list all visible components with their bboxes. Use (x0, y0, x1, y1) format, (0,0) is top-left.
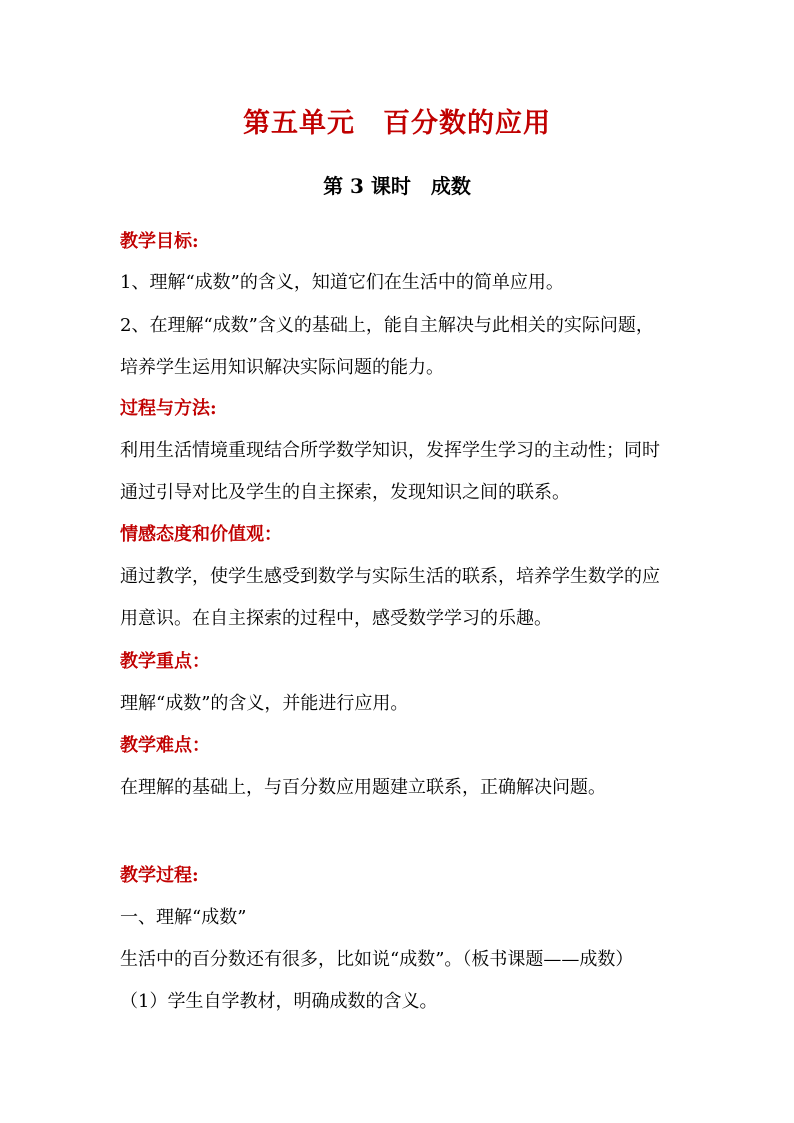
key-points-heading: 教学重点： (120, 651, 210, 672)
attitudes-heading: 情感态度和价值观： (120, 524, 282, 545)
key-points-line-1: 理解“成数”的含义，并能进行应用。 (120, 693, 409, 714)
process-methods-line-1: 利用生活情境重现结合所学数学知识，发挥学生学习的主动性；同时 (120, 440, 660, 461)
attitudes-line-2: 用意识。在自主探索的过程中，感受数学学习的乐趣。 (120, 608, 552, 629)
process-methods-heading: 过程与方法: (120, 398, 217, 419)
lesson-subtitle: 第 3 课时 成数 (323, 174, 471, 198)
objectives-line-2: 2、在理解“成数”含义的基础上，能自主解决与此相关的实际问题， (120, 315, 654, 336)
process-methods-line-2: 通过引导对比及学生的自主探索，发现知识之间的联系。 (120, 482, 570, 503)
objectives-line-3: 培养学生运用知识解决实际问题的能力。 (120, 357, 444, 378)
teaching-process-heading: 教学过程: (120, 865, 199, 886)
objectives-heading: 教学目标: (120, 231, 199, 252)
document-title: 第五单元 百分数的应用 (243, 108, 551, 139)
objectives-line-1: 1、理解“成数”的含义，知道它们在生活中的简单应用。 (120, 272, 564, 293)
difficulties-heading: 教学难点： (120, 735, 210, 756)
teaching-process-line-3: （1）学生自学教材，明确成数的含义。 (120, 991, 438, 1012)
teaching-process-line-1: 一、理解“成数” (120, 907, 247, 928)
attitudes-line-1: 通过教学，使学生感受到数学与实际生活的联系，培养学生数学的应 (120, 566, 660, 587)
difficulties-line-1: 在理解的基础上，与百分数应用题建立联系，正确解决问题。 (120, 777, 606, 798)
teaching-process-line-2: 生活中的百分数还有很多，比如说“成数”。（板书课题——成数） (120, 949, 634, 970)
